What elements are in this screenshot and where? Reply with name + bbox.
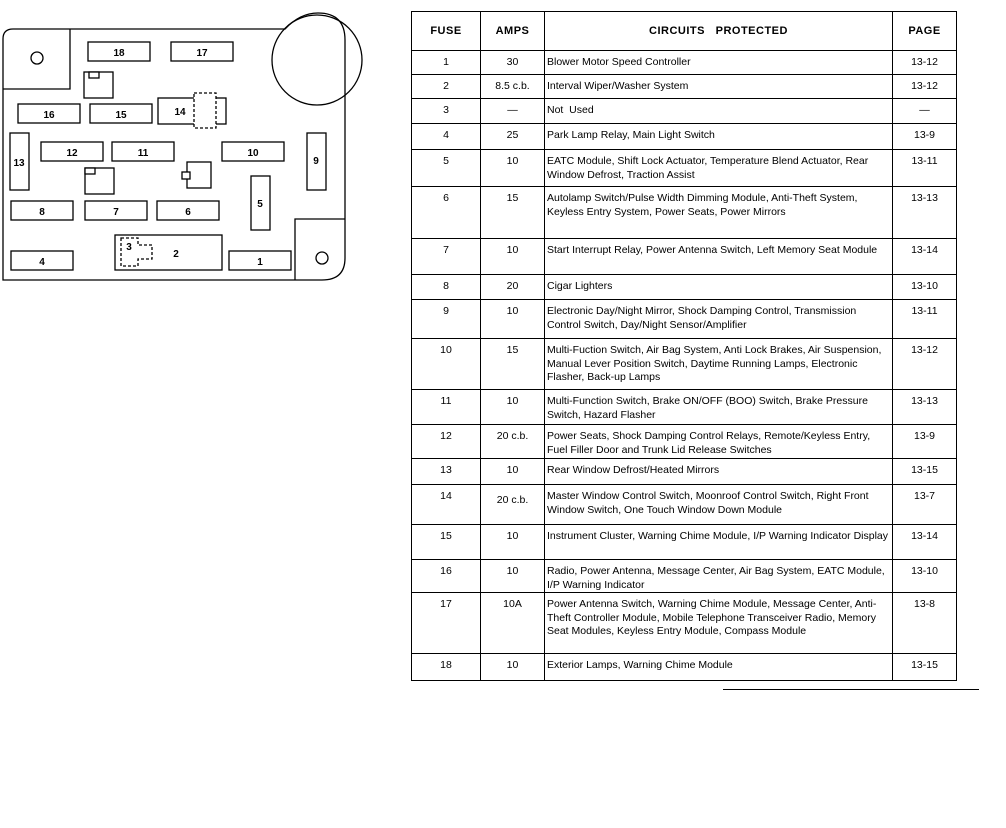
fuse-12-label: 12 [66,148,78,159]
fuse-page: 13-11 [893,300,957,339]
header-fuse: FUSE [412,12,481,51]
fuse-page: 13-15 [893,459,957,485]
fuse-14-label: 14 [174,107,186,118]
table-row [412,124,957,150]
fuse-number: 12 [412,425,481,459]
fuse-circuits: EATC Module, Shift Lock Actuator, Temperature Blend Actuator, Rear Window Defrost, Traction Assist [545,150,893,187]
table-row [412,150,957,187]
fuse-18-label: 18 [113,48,125,59]
fuse-number: 2 [412,75,481,99]
fuse-amps: 15 [481,187,545,239]
fuse-table [411,11,957,681]
fuse-amps: 10A [481,593,545,654]
table-row [412,75,957,99]
fuse-circuits: Instrument Cluster, Warning Chime Module, I/P Warning Indicator Display [545,525,893,560]
fuse-circuits: Multi-Function Switch, Brake ON/OFF (BOO) Switch, Brake Pressure Switch, Hazard Flasher [545,390,893,425]
top-left-bracket [3,29,70,89]
fuse-amps: 10 [481,150,545,187]
fuse-15-label: 15 [115,110,127,121]
table-row [412,339,957,390]
fuse-amps: 10 [481,459,545,485]
fuse-16-label: 16 [43,110,55,121]
fuse-circuits: Electronic Day/Night Mirror, Shock Damping Control, Transmission Control Switch, Day/Night Sensor/Amplifier [545,300,893,339]
fuse-page: — [893,99,957,124]
fuse-amps: 10 [481,560,545,593]
header-page: PAGE [893,12,957,51]
fuse-amps: 8.5 c.b. [481,75,545,99]
top-left-mount-hole [31,52,43,64]
table-row [412,654,957,681]
table-row [412,560,957,593]
fuse-4-label: 4 [39,257,45,268]
fuse-5-label: 5 [257,199,263,210]
fuse-circuits: Radio, Power Antenna, Message Center, Air Bag System, EATC Module, I/P Warning Indicator [545,560,893,593]
fuse-number: 8 [412,275,481,300]
fuse-2-label: 2 [173,249,179,260]
fuse-circuits: Power Seats, Shock Damping Control Relays, Remote/Keyless Entry, Fuel Filler Door and Trunk Lid Release Switches [545,425,893,459]
fuse-page: 13-13 [893,187,957,239]
fuse-amps: 10 [481,525,545,560]
fuse-1-label: 1 [257,257,263,268]
fuse-circuits: Interval Wiper/Washer System [545,75,893,99]
fuse-page: 13-12 [893,339,957,390]
round-relay [272,15,362,105]
fuse-page: 13-13 [893,390,957,425]
fuse-amps: 25 [481,124,545,150]
fuse-13-label: 13 [13,158,25,169]
fuse-number: 6 [412,187,481,239]
table-header-row [412,12,957,51]
table-row [412,525,957,560]
fuse-page: 13-7 [893,485,957,525]
fuse-amps: 30 [481,51,545,75]
fuse-number: 4 [412,124,481,150]
bottom-rule [723,689,979,690]
table-row [412,390,957,425]
bottom-right-mount-hole [316,252,328,264]
fuse-8-label: 8 [39,207,45,218]
table-row [412,459,957,485]
fuse-page: 13-12 [893,51,957,75]
fuse-number: 5 [412,150,481,187]
relay-socket-b-tab [85,168,95,174]
fuse-3-label: 3 [126,242,132,253]
table-row [412,593,957,654]
fuse-circuits: Rear Window Defrost/Heated Mirrors [545,459,893,485]
fuse-circuits: Blower Motor Speed Controller [545,51,893,75]
relay-socket-c-tab [182,172,190,179]
fuse-circuits: Start Interrupt Relay, Power Antenna Switch, Left Memory Seat Module [545,239,893,275]
fuse-amps: 10 [481,390,545,425]
fuse-number: 16 [412,560,481,593]
fuse-number: 1 [412,51,481,75]
fuse-page: 13-9 [893,124,957,150]
fuse-number: 9 [412,300,481,339]
bottom-right-bracket [295,219,345,280]
fuse-circuits: Not Used [545,99,893,124]
table-row [412,425,957,459]
fuse-circuits: Power Antenna Switch, Warning Chime Module, Message Center, Anti-Theft Controller Module, Mobile Telephone Transceiver Radio, Memory Seat Modules, Keyless Entry Module, Compass Module [545,593,893,654]
fuse-amps: — [481,99,545,124]
fuse-page: 13-15 [893,654,957,681]
fuse-6-label: 6 [185,207,191,218]
fuse-11-label: 11 [137,148,149,159]
fuse-page: 13-14 [893,525,957,560]
fuse-17-label: 17 [196,48,208,59]
fuse-circuits: Master Window Control Switch, Moonroof Control Switch, Right Front Window Switch, One Touch Window Down Module [545,485,893,525]
fuse-amps: 10 [481,654,545,681]
fuse-page: 13-10 [893,560,957,593]
fuse-page: 13-11 [893,150,957,187]
fuse-10-label: 10 [247,148,259,159]
fuse-amps: 20 [481,275,545,300]
table-row [412,300,957,339]
fuse-number: 13 [412,459,481,485]
fuse-14-dashed-socket [194,93,216,128]
fuse-number: 15 [412,525,481,560]
fuse-number: 3 [412,99,481,124]
fuse-page: 13-9 [893,425,957,459]
table-row [412,99,957,124]
fuse-page: 13-12 [893,75,957,99]
fuse-circuits: Multi-Fuction Switch, Air Bag System, Anti Lock Brakes, Air Suspension, Manual Lever Position Switch, Daytime Running Lamps, Electronic Flasher, Back-up Lamps [545,339,893,390]
table-row [412,275,957,300]
fuse-circuits: Exterior Lamps, Warning Chime Module [545,654,893,681]
table-row [412,485,957,525]
fuse-number: 18 [412,654,481,681]
header-amps: AMPS [481,12,545,51]
table-row [412,187,957,239]
fuse-circuits: Cigar Lighters [545,275,893,300]
fuse-page: 13-8 [893,593,957,654]
fuse-number: 7 [412,239,481,275]
table-row [412,239,957,275]
fuse-amps: 10 [481,239,545,275]
fuse-panel-diagram [0,0,400,300]
fuse-amps: 20 c.b. [481,425,545,459]
fuse-7-label: 7 [113,207,119,218]
fuse-circuits: Park Lamp Relay, Main Light Switch [545,124,893,150]
fuse-number: 14 [412,485,481,525]
header-circuits: CIRCUITS PROTECTED [545,12,893,51]
fuse-amps: 10 [481,300,545,339]
fuse-number: 11 [412,390,481,425]
fuse-number: 17 [412,593,481,654]
fuse-amps: 20 c.b. [481,485,545,525]
fuse-page: 13-14 [893,239,957,275]
fuse-9-label: 9 [313,156,319,167]
fuse-amps: 15 [481,339,545,390]
fuse-number: 10 [412,339,481,390]
table-row [412,51,957,75]
fuse-circuits: Autolamp Switch/Pulse Width Dimming Module, Anti-Theft System, Keyless Entry System, Power Seats, Power Mirrors [545,187,893,239]
fuse-page: 13-10 [893,275,957,300]
relay-socket-a-tab [89,72,99,78]
